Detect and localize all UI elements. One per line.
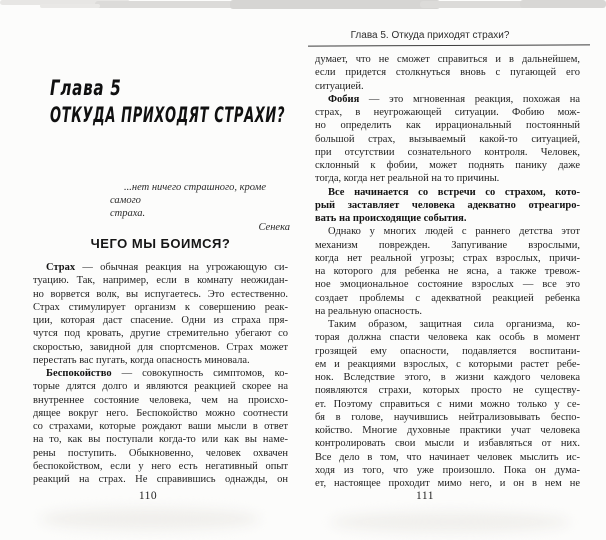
text-line: Страх — обычная реакция на угрожающую си-	[46, 262, 288, 273]
text-line: ет. Поэтому справиться с ними можно только у се-	[315, 398, 580, 410]
text-line: ции, которая даст спасение. Одни из страха пря-	[33, 315, 288, 326]
bold-lead-word: Беспокойство	[46, 368, 112, 379]
text-line: вать на происходящие события.	[315, 213, 467, 224]
text-line: беспокойством, если у него есть негативный опыт	[33, 460, 288, 472]
paper-smudge	[330, 512, 570, 532]
epigraph	[110, 181, 292, 234]
section-title: ЧЕГО МЫ БОИМСЯ?	[90, 236, 231, 251]
running-header: Глава 5. Откуда приходят страхи?	[350, 30, 510, 41]
text-line: Беспокойство — совокупность симптомов, ко-	[46, 368, 288, 379]
text-line: когда нет реальной угрозы; страх взрослых, причи-	[315, 252, 580, 264]
text-line: Однако у многих людей с раннего детства этот	[328, 226, 580, 238]
bold-lead-word: Фобия	[328, 93, 360, 105]
text-line: при отсутствии сознательного контроля. Человек,	[315, 146, 580, 158]
text-line: ем и реакциями взрослых, с которыми растет ребе-	[315, 358, 580, 370]
text-line: механизм поврежден. Запугивание взрослыми,	[315, 239, 580, 251]
text-line: Таким образом, защитная сила организма, ко-	[328, 319, 580, 330]
text-line: дящее вокруг него. Беспокойство можно соотнести	[33, 407, 288, 419]
text-line: ходя из того, что уже произошло. Пока он дума-	[315, 464, 580, 476]
text-line: чутся под кровать, другие стремительно убегают со	[33, 328, 288, 340]
text-line: большой страх, вызываемый какой-то ситуацией,	[315, 133, 580, 145]
text-line: Фобия — это мгновенная реакция, похожая на	[328, 93, 580, 105]
text-line: ситуацией.	[315, 80, 364, 92]
text-line: внутреннее состояние человека, чем на происхо-	[33, 394, 288, 406]
epigraph-line: ...нет ничего страшного, кроме самого	[110, 182, 267, 206]
text-line: но ворвется волк, вы испугаетесь. Это естественно.	[33, 288, 288, 300]
text-line: на которого для ребенка не ясна, а также тревож-	[315, 266, 580, 277]
header-rule	[308, 42, 590, 46]
text-line: рены поступить. Обыкновенно, человек охвачен	[33, 447, 288, 459]
text-line: грозящей ему опасности, подавляется воспитани-	[315, 345, 580, 357]
text-line: если придется столкнуться вновь с пугающей его	[315, 67, 580, 79]
chapter-number: Глава 5	[50, 76, 122, 100]
text-line: торая должна спасти человека как особь в момент	[315, 332, 580, 344]
text-line: на реальную опасность.	[315, 305, 423, 317]
chapter-title: ОТКУДА ПРИХОДЯТ СТРАХИ?	[50, 103, 286, 127]
page-number-left: 110	[138, 490, 158, 502]
text-line: ное эмоциональное состояние взрослых — все это	[315, 279, 580, 291]
text-line: со страхами, которые рождают ваши мысли в ответ	[33, 421, 288, 432]
text-line: реакций на страх. Не справившись однажды, он	[33, 474, 288, 485]
text-line: создает проблемы с адекватной реакцией ребенка	[315, 292, 580, 304]
text-line: койство. Многие духовные практики учат человека	[315, 425, 580, 436]
bold-lead-word: Страх	[46, 262, 76, 273]
text-line: контролировать свои мысли и избавляться от них.	[315, 438, 580, 450]
text-line: появляются страхи, которых просто не существу-	[315, 385, 580, 397]
scan-top-edge	[0, 0, 606, 14]
text-line: бя в голове, научившись нейтрализовывать беспо-	[315, 411, 580, 423]
text-line: Все начинается со встречи со страхом, кото-	[328, 186, 580, 198]
text-line: страх, в неугрожающей ситуации. Фобию мож-	[315, 107, 580, 118]
text-line: думает, что не сможет справиться и в дальнейшем,	[315, 54, 580, 65]
text-line: перестать вас пугать, когда опасность миновала.	[33, 354, 250, 366]
text-line: но определить как иррациональный постоянный	[315, 120, 580, 132]
text-line: ет, настоящее проходит мимо него, и он в нем не	[315, 478, 580, 489]
text-line: Все дело в том, что начинает человек мыслить ис-	[315, 451, 580, 463]
text-line: склонный к фобии, может поднять панику даже	[315, 160, 580, 171]
text-line: торые длятся долго и являются реакцией скорее на	[33, 381, 288, 393]
epigraph-line: страха.	[110, 208, 146, 219]
text-line: Страх стимулирует организм к совершению реак-	[33, 301, 288, 313]
paper-smudge	[40, 508, 260, 530]
text-line: нок. Вследствие этого, в жизни каждого человека	[315, 372, 580, 383]
right-page-body	[315, 53, 580, 490]
text-line: на то, как вы поступали когда-то или как вы наме-	[33, 434, 288, 446]
epigraph-author: Сенека	[258, 222, 290, 233]
left-page-body	[33, 261, 288, 486]
page-number-right: 111	[416, 490, 434, 502]
text-line: туацию. Так, например, если в комнату неожидан-	[33, 275, 288, 287]
text-line: рый заставляет человека адекватно отреагиро-	[315, 199, 580, 211]
text-line: тогда, когда нет реальной на то причины.	[315, 173, 500, 185]
text-line: скоростью, завидной для спортсменов. Страх может	[33, 341, 288, 353]
